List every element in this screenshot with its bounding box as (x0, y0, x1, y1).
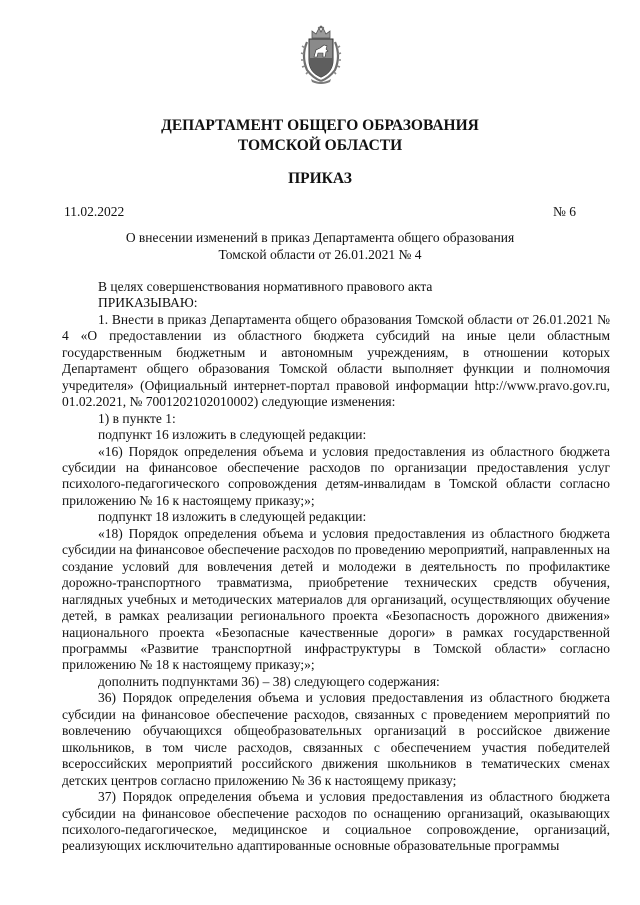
document-meta (64, 203, 576, 221)
intro-paragraph: В целях совершенствования нормативного правового акта (98, 279, 433, 294)
coat-of-arms-emblem (297, 24, 345, 86)
paragraph-7: дополнить подпунктами 36) – 38) следующего содержания: (98, 673, 440, 689)
paragraph-3: подпункт 16 изложить в следующей редакции: (98, 427, 367, 443)
document-type-title: ПРИКАЗ (288, 170, 352, 187)
paragraph-9: 37) Порядок определения объема и условия предоставления из областного бюджета субсидии на финансовое обеспечение расходов по оснащению организаций, оказывающих психолого-педагогическое, медицинское и социальное сопровождение, организаций, реализующих исключительно адаптированные основные образовательные программы (62, 789, 610, 854)
document-date: 11.02.2022 (64, 204, 125, 219)
document-number: № 6 (552, 204, 576, 219)
paragraph-8: 36) Порядок определения объема и условия предоставления из областного бюджета субсидии на финансовое обеспечение расходов, связанных с проведением мероприятий по вовлечению обучающихся общеобразовательных организаций в российское движение школьников, в том числе расходов, связанных с обеспечением участия победителей всероссийских мероприятий российского движения школьников в тематических сменах детских центров согласно приложению № 36 к настоящему приказу; (62, 690, 610, 788)
paragraph-5: подпункт 18 изложить в следующей редакции: (98, 509, 367, 525)
subject-line2: Томской области от 26.01.2021 № 4 (218, 247, 422, 262)
paragraph-2: 1) в пункте 1: (98, 410, 176, 426)
department-name-line2: ТОМСКОЙ ОБЛАСТИ (237, 137, 403, 154)
department-name-line1: ДЕПАРТАМЕНТ ОБЩЕГО ОБРАЗОВАНИЯ (161, 117, 479, 134)
subject-line1: О внесении изменений в приказ Департамента общего образования (125, 230, 515, 245)
coat-of-arms-icon (297, 24, 345, 86)
document-subject (0, 229, 640, 263)
department-heading (0, 116, 640, 156)
paragraph-1: 1. Внести в приказ Департамента общего образования Томской области от 26.01.2021 № 4 «О предоставлении из областного бюджета субсидий на иные цели областным государственным бюджетным и автономным учреждениям, в отношении которых Департамент общего образования Томской области выполняет функции и полномочия учредителя» (Официальный интернет-портал правовой информации http://www.pravo.gov.ru, 01.02.2021, № 7001202102010002) следующие изменения: (62, 311, 610, 410)
paragraph-4: «16) Порядок определения объема и условия предоставления из областного бюджета субсидии на финансовое обеспечение расходов по организации предоставления услуг психолого-педагогического сопровождения детям-инвалидам в Томской области согласно приложению № 16 к настоящему приказу;»; (62, 443, 610, 508)
document-body (62, 279, 610, 855)
paragraph-6: «18) Порядок определения объема и условия предоставления из областного бюджета субсидии на финансовое обеспечение расходов по проведению мероприятий, направленных на создание условий для вовлечения детей и молодежи в деятельность по профилактике дорожно-транспортного травматизма, приобретение технических средств обучения, наглядных учебных и методических материалов для организаций, осуществляющих обучение детей, в рамках реализации регионального проекта «Безопасность дорожного движения» национального проекта «Безопасные качественные дороги» в рамках государственной программы «Развитие транспортной инфраструктуры в Томской области» согласно приложению № 18 к настоящему приказу;»; (62, 525, 610, 673)
order-word: ПРИКАЗЫВАЮ: (98, 295, 198, 311)
